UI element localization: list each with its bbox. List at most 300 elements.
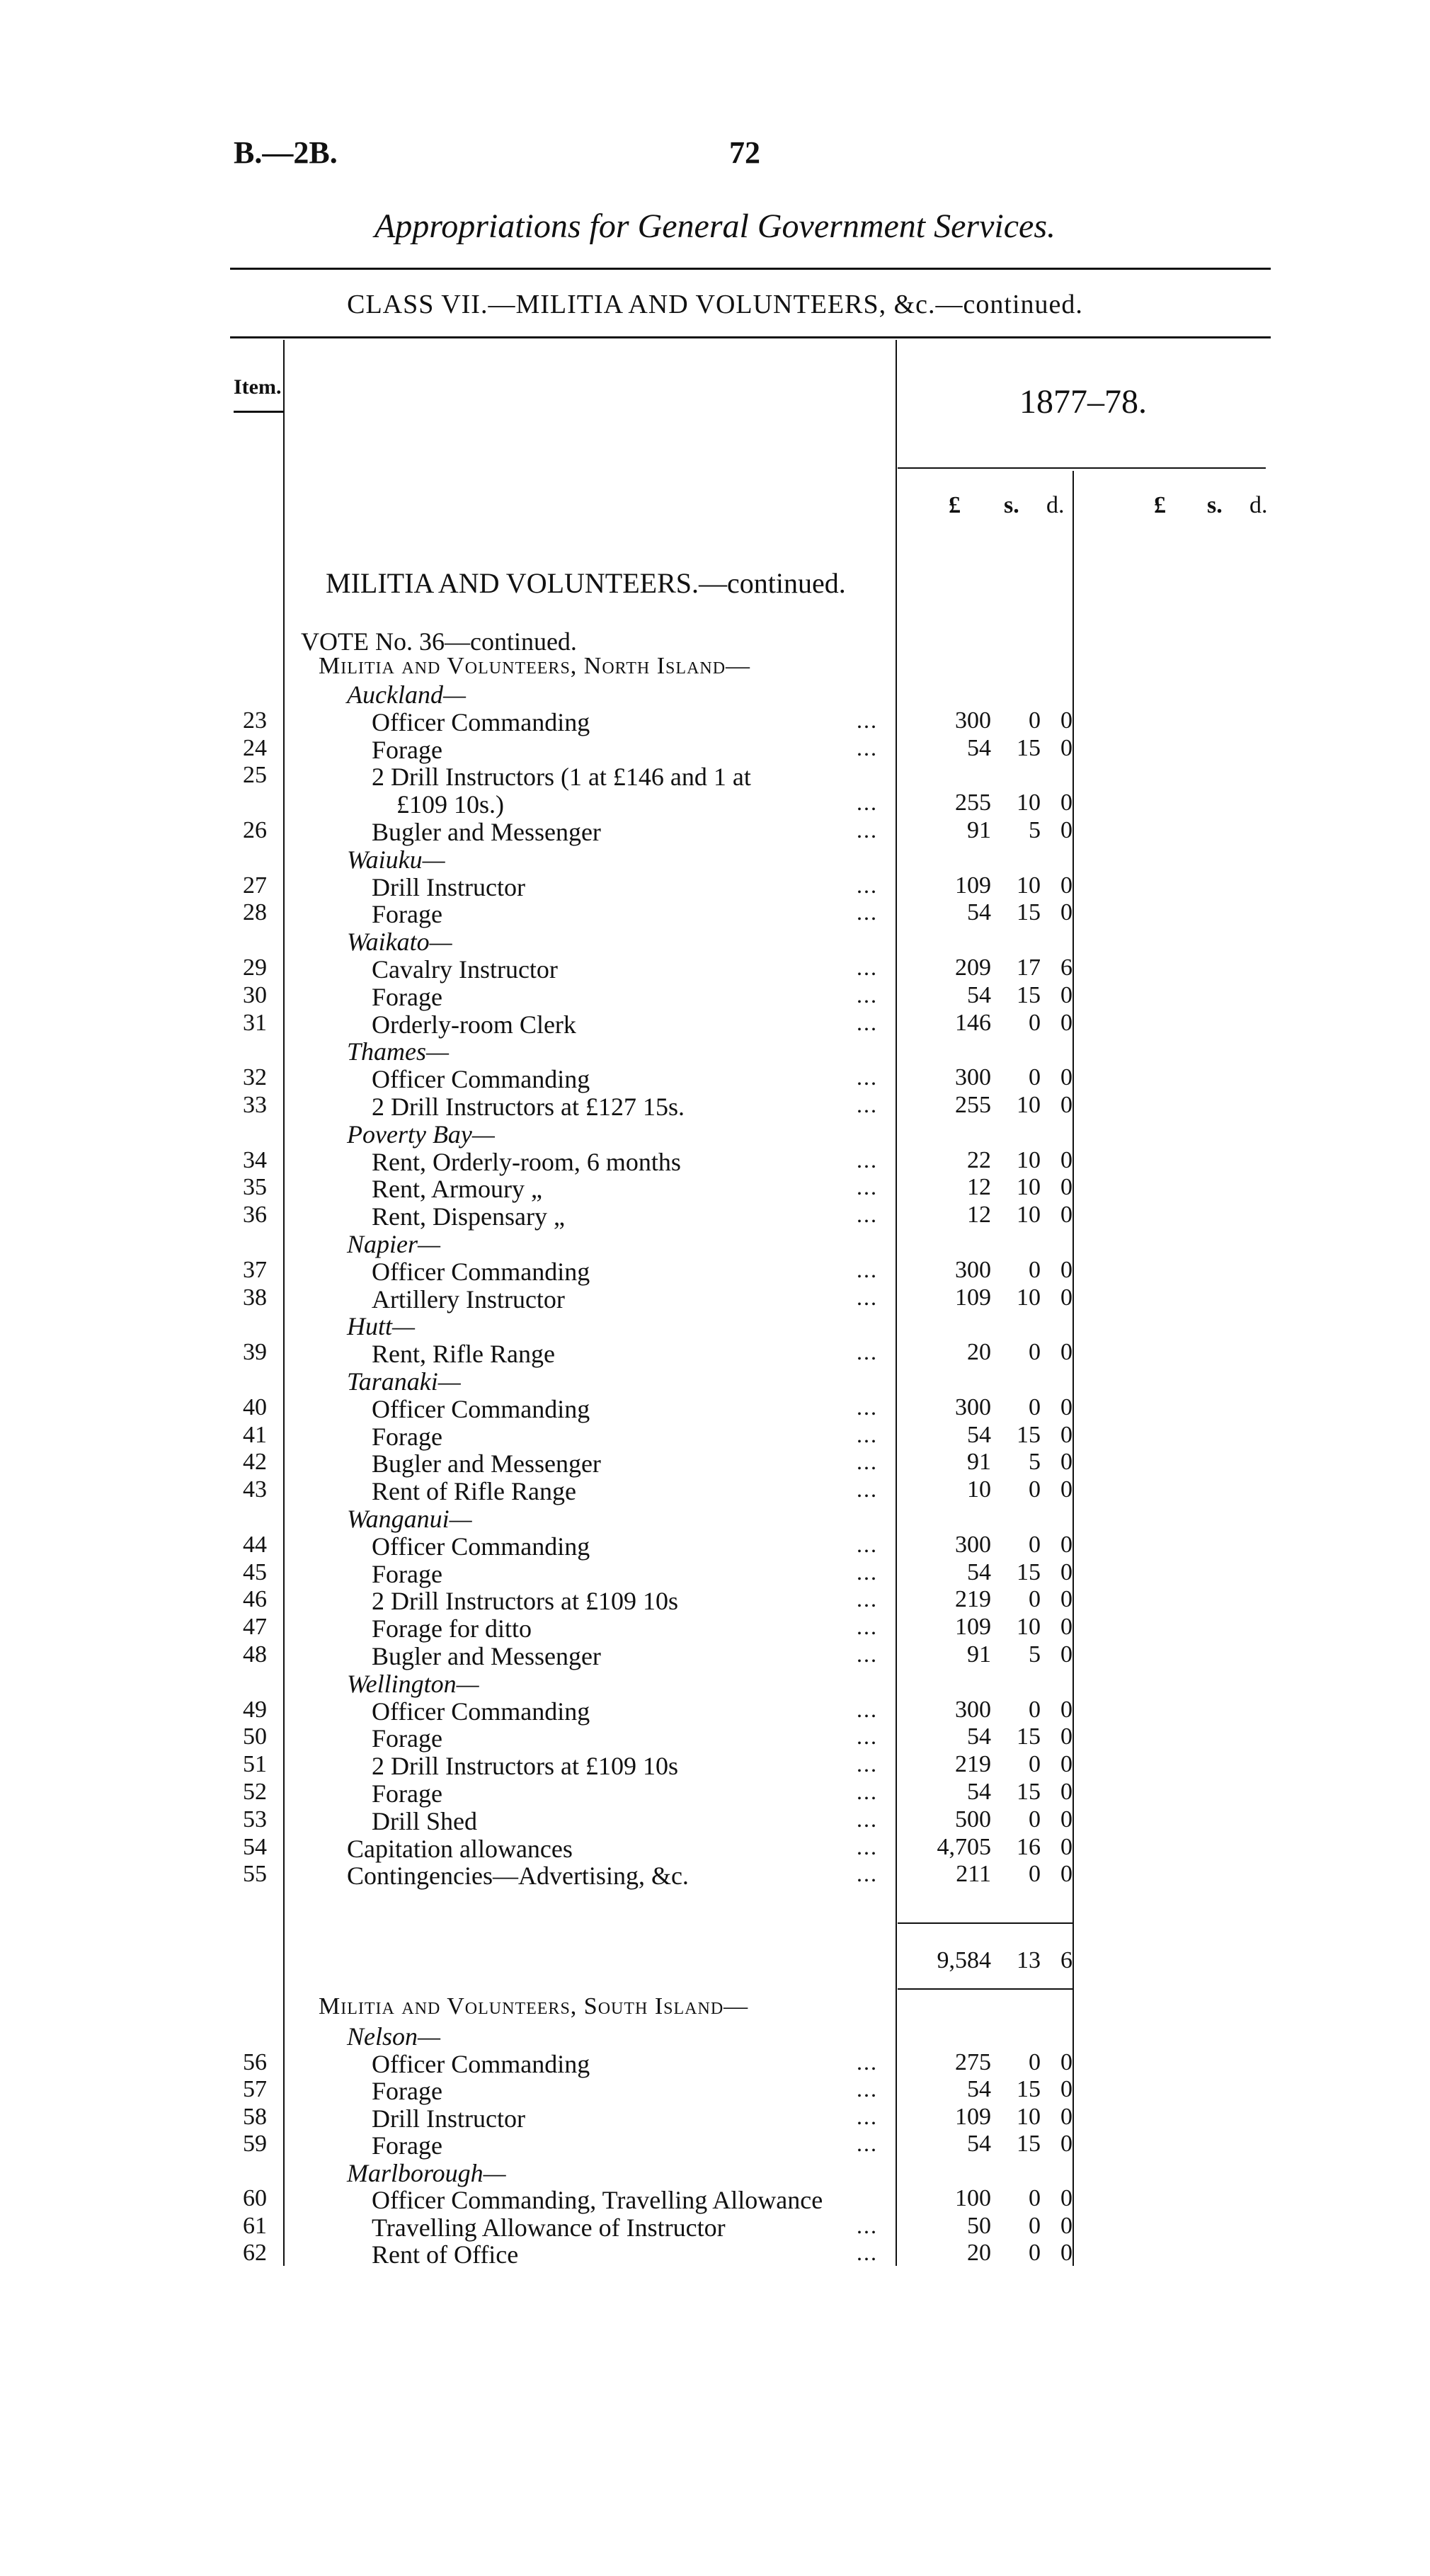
line-item bbox=[0, 1147, 1430, 1175]
item-number: 59 bbox=[243, 2131, 267, 2157]
item-description: Rent of Rifle Range bbox=[372, 1477, 576, 1506]
amount-pence: 0 bbox=[1060, 817, 1072, 843]
leader-dots: ... bbox=[857, 1174, 878, 1200]
amount-shillings: 0 bbox=[1029, 1696, 1041, 1723]
amount-shillings: 0 bbox=[1029, 1751, 1041, 1778]
amount-pence: 0 bbox=[1060, 1641, 1072, 1668]
item-description: Forage bbox=[372, 1779, 442, 1808]
amount-pounds: 54 bbox=[967, 1421, 991, 1448]
item-description: Drill Instructor bbox=[372, 2104, 525, 2133]
north-island-total bbox=[0, 1947, 1430, 1976]
amount-pounds: 54 bbox=[967, 981, 991, 1008]
leader-dots: ... bbox=[857, 1586, 878, 1612]
item-description: Rent, Armoury „ bbox=[372, 1175, 542, 1204]
amount-pence: 6 bbox=[1060, 954, 1072, 981]
amount-pounds: 54 bbox=[967, 899, 991, 926]
amount-shillings: 0 bbox=[1029, 1586, 1041, 1613]
line-item bbox=[0, 1202, 1430, 1230]
amount-pounds: 22 bbox=[967, 1146, 991, 1173]
line-item bbox=[0, 1010, 1430, 1038]
leader-dots: ... bbox=[857, 899, 878, 925]
amount-pence: 0 bbox=[1060, 790, 1072, 816]
amount-pounds: 500 bbox=[955, 1806, 991, 1833]
item-description: Forage bbox=[372, 982, 442, 1011]
item-number: 47 bbox=[243, 1614, 267, 1641]
leader-dots: ... bbox=[857, 2103, 878, 2129]
amount-pounds: 54 bbox=[967, 734, 991, 761]
item-description: Forage bbox=[372, 1422, 442, 1451]
item-description: Forage for ditto bbox=[372, 1614, 532, 1643]
amount-shillings: 15 bbox=[1017, 899, 1041, 926]
amount-pounds: 50 bbox=[967, 2212, 991, 2239]
amount-pence: 0 bbox=[1060, 1614, 1072, 1641]
amount-pounds: 219 bbox=[955, 1586, 991, 1613]
item-number: 48 bbox=[243, 1641, 267, 1668]
line-item bbox=[0, 2213, 1430, 2241]
item-number: 43 bbox=[243, 1476, 267, 1503]
line-item bbox=[0, 1476, 1430, 1505]
item-description: Officer Commanding bbox=[372, 1257, 590, 1286]
amount-shillings: 0 bbox=[1029, 1476, 1041, 1503]
pound-header-2: £ bbox=[1154, 492, 1166, 518]
amount-shillings: 0 bbox=[1029, 2212, 1041, 2239]
amount-shillings: 15 bbox=[1017, 1421, 1041, 1448]
leader-dots: ... bbox=[857, 1202, 878, 1228]
amount-pence: 0 bbox=[1060, 1779, 1072, 1805]
item-number: 62 bbox=[243, 2240, 267, 2266]
amount-pounds: 211 bbox=[956, 1861, 991, 1888]
amount-shillings: 15 bbox=[1017, 1779, 1041, 1805]
leader-dots: ... bbox=[857, 1641, 878, 1667]
leader-dots: ... bbox=[857, 1833, 878, 1859]
item-description: Drill Instructor bbox=[372, 872, 525, 901]
line-item bbox=[0, 1339, 1430, 1367]
leader-dots: ... bbox=[857, 1696, 878, 1722]
shilling-header-2: s. bbox=[1207, 492, 1223, 518]
line-item bbox=[0, 1394, 1430, 1423]
amount-shillings: 0 bbox=[1029, 1531, 1041, 1558]
amount-pence: 0 bbox=[1060, 981, 1072, 1008]
amount-shillings: 5 bbox=[1029, 817, 1041, 843]
leader-dots: ... bbox=[857, 1284, 878, 1310]
item-description: 2 Drill Instructors (1 at £146 and 1 at bbox=[372, 763, 751, 792]
leader-dots: ... bbox=[857, 2212, 878, 2238]
amount-pounds: 275 bbox=[955, 2048, 991, 2075]
leader-dots: ... bbox=[857, 1421, 878, 1447]
district-name: Poverty Bay— bbox=[347, 1119, 495, 1149]
leader-dots: ... bbox=[857, 1558, 878, 1585]
leader-dots: ... bbox=[857, 1751, 878, 1777]
item-description: Bugler and Messenger bbox=[372, 1449, 601, 1478]
amount-pence: 0 bbox=[1060, 2103, 1072, 2130]
item-number: 51 bbox=[243, 1751, 267, 1778]
line-item bbox=[0, 1422, 1430, 1450]
amount-shillings: 15 bbox=[1017, 1558, 1041, 1585]
amount-pence: 0 bbox=[1060, 734, 1072, 761]
amount-shillings: 15 bbox=[1017, 981, 1041, 1008]
leader-dots: ... bbox=[857, 2076, 878, 2102]
line-item bbox=[0, 1834, 1430, 1862]
leader-dots: ... bbox=[857, 707, 878, 733]
district-subheading bbox=[0, 1311, 1430, 1340]
amount-pounds: 300 bbox=[955, 1696, 991, 1723]
amount-pounds: 54 bbox=[967, 2131, 991, 2157]
vote-heading: VOTE No. 36—continued. bbox=[301, 627, 577, 656]
amount-shillings: 0 bbox=[1029, 1064, 1041, 1091]
item-number: 33 bbox=[243, 1092, 267, 1118]
item-description: Rent, Dispensary „ bbox=[372, 1202, 565, 1231]
amount-pounds: 300 bbox=[955, 1531, 991, 1558]
item-number: 61 bbox=[243, 2212, 267, 2239]
amount-pence: 0 bbox=[1060, 1449, 1072, 1476]
line-item bbox=[0, 1064, 1430, 1093]
item-description: Forage bbox=[372, 1724, 442, 1753]
item-description: Contingencies—Advertising, &c. bbox=[347, 1862, 689, 1891]
item-number: 26 bbox=[243, 817, 267, 843]
north-total-rule-bottom bbox=[898, 1988, 1072, 1990]
amount-pence: 0 bbox=[1060, 2131, 1072, 2157]
line-item bbox=[0, 1559, 1430, 1588]
item-description: Officer Commanding bbox=[372, 1697, 590, 1726]
amount-pounds: 91 bbox=[967, 1449, 991, 1476]
amount-pence: 0 bbox=[1060, 1202, 1072, 1229]
district-subheading bbox=[0, 2158, 1430, 2187]
item-number: 37 bbox=[243, 1256, 267, 1283]
leader-dots: ... bbox=[857, 1614, 878, 1640]
north-total-rule-top bbox=[898, 1922, 1072, 1924]
item-description: Officer Commanding bbox=[372, 1532, 590, 1561]
pound-header: £ bbox=[949, 492, 961, 518]
amount-pounds: 54 bbox=[967, 1558, 991, 1585]
amount-pounds: 12 bbox=[967, 1202, 991, 1229]
amount-shillings: 0 bbox=[1029, 1009, 1041, 1036]
amount-shillings: 5 bbox=[1029, 1641, 1041, 1668]
title-rule bbox=[230, 268, 1271, 270]
amount-shillings: 5 bbox=[1029, 1449, 1041, 1476]
line-item bbox=[0, 1092, 1430, 1120]
item-number: 36 bbox=[243, 1202, 267, 1229]
line-item bbox=[0, 2240, 1430, 2268]
leader-dots: ... bbox=[857, 954, 878, 980]
district-name: Auckland— bbox=[347, 680, 466, 709]
line-item bbox=[0, 1449, 1430, 1477]
district-subheading bbox=[0, 927, 1430, 955]
amount-pence: 0 bbox=[1060, 1284, 1072, 1311]
amount-pence: 0 bbox=[1060, 1531, 1072, 1558]
line-item bbox=[0, 790, 1430, 818]
leader-dots: ... bbox=[857, 2240, 878, 2265]
amount-pence: 0 bbox=[1060, 1339, 1072, 1366]
amount-shillings: 15 bbox=[1017, 2076, 1041, 2102]
leader-dots: ... bbox=[857, 1806, 878, 1832]
district-name: Nelson— bbox=[347, 2022, 441, 2051]
item-description: £109 10s.) bbox=[396, 790, 504, 819]
line-item bbox=[0, 1614, 1430, 1642]
item-description: Orderly-room Clerk bbox=[372, 1010, 576, 1039]
line-item bbox=[0, 735, 1430, 763]
amount-pence: 0 bbox=[1060, 2240, 1072, 2266]
amount-shillings: 10 bbox=[1017, 1284, 1041, 1311]
amount-shillings: 16 bbox=[1017, 1833, 1041, 1860]
amount-shillings: 10 bbox=[1017, 872, 1041, 899]
line-item bbox=[0, 1697, 1430, 1725]
leader-dots: ... bbox=[857, 1861, 878, 1887]
page-number: 72 bbox=[729, 135, 760, 170]
district-subheading bbox=[0, 1504, 1430, 1532]
amount-pounds: 109 bbox=[955, 2103, 991, 2130]
amount-pence: 0 bbox=[1060, 1174, 1072, 1201]
district-name: Wellington— bbox=[347, 1669, 479, 1698]
amount-shillings: 10 bbox=[1017, 790, 1041, 816]
district-name: Marlborough— bbox=[347, 2158, 506, 2187]
item-description: Officer Commanding bbox=[372, 707, 590, 736]
leader-dots: ... bbox=[857, 1394, 878, 1420]
amount-pence: 0 bbox=[1060, 1146, 1072, 1173]
line-item bbox=[0, 2104, 1430, 2132]
amount-pounds: 10 bbox=[967, 1476, 991, 1503]
line-item bbox=[0, 1723, 1430, 1752]
amount-pence: 0 bbox=[1060, 2076, 1072, 2102]
item-number: 34 bbox=[243, 1146, 267, 1173]
item-number: 52 bbox=[243, 1779, 267, 1805]
item-number: 28 bbox=[243, 899, 267, 926]
amount-pounds: 20 bbox=[967, 2240, 991, 2266]
item-number: 57 bbox=[243, 2076, 267, 2102]
line-item bbox=[0, 1532, 1430, 1560]
item-number: 49 bbox=[243, 1696, 267, 1723]
item-description: Rent of Office bbox=[372, 2240, 519, 2269]
line-item bbox=[0, 707, 1430, 736]
leader-dots: ... bbox=[857, 1449, 878, 1475]
amount-shillings: 15 bbox=[1017, 734, 1041, 761]
amount-shillings: 10 bbox=[1017, 1174, 1041, 1201]
amount-pounds: 12 bbox=[967, 1174, 991, 1201]
item-description: Officer Commanding, Travelling Allowance bbox=[372, 2186, 823, 2214]
amount-pence: 0 bbox=[1060, 1064, 1072, 1091]
item-description: Cavalry Instructor bbox=[372, 955, 558, 984]
line-item bbox=[0, 817, 1430, 845]
leader-dots: ... bbox=[857, 981, 878, 1008]
amount-pence: 0 bbox=[1060, 1751, 1072, 1778]
district-subheading bbox=[0, 1669, 1430, 1697]
amount-shillings: 10 bbox=[1017, 1146, 1041, 1173]
amount-pounds: 54 bbox=[967, 1723, 991, 1750]
amount-shillings: 10 bbox=[1017, 1614, 1041, 1641]
item-number: 27 bbox=[243, 872, 267, 899]
amount-shillings: 0 bbox=[1029, 2240, 1041, 2266]
amount-pounds: 4,705 bbox=[937, 1833, 991, 1860]
district-subheading bbox=[0, 2022, 1430, 2050]
amount-pounds: 300 bbox=[955, 1256, 991, 1283]
item-description: Bugler and Messenger bbox=[372, 1642, 601, 1670]
amount-shillings: 0 bbox=[1029, 707, 1041, 734]
section-heading: MILITIA AND VOLUNTEERS.—continued. bbox=[326, 567, 846, 599]
district-name: Thames— bbox=[347, 1037, 450, 1066]
leader-dots: ... bbox=[857, 734, 878, 760]
item-number: 56 bbox=[243, 2048, 267, 2075]
item-description: Capitation allowances bbox=[347, 1834, 573, 1863]
line-item bbox=[0, 1174, 1430, 1202]
item-number: 50 bbox=[243, 1723, 267, 1750]
amount-pence: 0 bbox=[1060, 1833, 1072, 1860]
leader-dots: ... bbox=[857, 2048, 878, 2075]
district-subheading bbox=[0, 1037, 1430, 1065]
line-item bbox=[0, 1861, 1430, 1889]
class-heading: CLASS VII.—MILITIA AND VOLUNTEERS, &c.—continued. bbox=[347, 290, 1083, 319]
line-item bbox=[0, 899, 1430, 928]
item-description: 2 Drill Instructors at £109 10s bbox=[372, 1587, 678, 1616]
line-item bbox=[0, 762, 1430, 790]
amount-shillings: 0 bbox=[1029, 1339, 1041, 1366]
line-item bbox=[0, 1586, 1430, 1614]
line-item bbox=[0, 1257, 1430, 1285]
amount-pence: 0 bbox=[1060, 872, 1072, 899]
amount-pence: 0 bbox=[1060, 1806, 1072, 1833]
item-number: 55 bbox=[243, 1861, 267, 1888]
amount-pence: 0 bbox=[1060, 1723, 1072, 1750]
leader-dots: ... bbox=[857, 1476, 878, 1503]
south-island-heading: Militia and Volunteers, South Island— bbox=[319, 1993, 749, 2019]
district-subheading bbox=[0, 1367, 1430, 1395]
amount-pounds: 209 bbox=[955, 954, 991, 981]
item-description: Forage bbox=[372, 900, 442, 929]
line-item bbox=[0, 2049, 1430, 2078]
amount-shillings: 0 bbox=[1029, 1256, 1041, 1283]
amount-pence: 0 bbox=[1060, 2185, 1072, 2211]
amount-pounds: 54 bbox=[967, 2076, 991, 2102]
class-rule bbox=[230, 336, 1271, 338]
amount-pounds: 54 bbox=[967, 1779, 991, 1805]
amount-pounds: 91 bbox=[967, 1641, 991, 1668]
amount-shillings: 10 bbox=[1017, 1202, 1041, 1229]
item-description: Rent, Orderly-room, 6 months bbox=[372, 1147, 681, 1176]
total-pence: 6 bbox=[1060, 1947, 1072, 1973]
item-number: 24 bbox=[243, 734, 267, 761]
district-subheading bbox=[0, 680, 1430, 708]
amount-pounds: 146 bbox=[955, 1009, 991, 1036]
item-number: 32 bbox=[243, 1064, 267, 1091]
amount-pence: 0 bbox=[1060, 1586, 1072, 1613]
amount-shillings: 0 bbox=[1029, 1861, 1041, 1888]
amount-pounds: 300 bbox=[955, 707, 991, 734]
line-item bbox=[0, 954, 1430, 983]
item-number: 42 bbox=[243, 1449, 267, 1476]
leader-dots: ... bbox=[857, 1064, 878, 1090]
item-description: Travelling Allowance of Instructor bbox=[372, 2213, 726, 2242]
item-number: 53 bbox=[243, 1806, 267, 1833]
item-number: 44 bbox=[243, 1531, 267, 1558]
leader-dots: ... bbox=[857, 2131, 878, 2156]
item-description: Drill Shed bbox=[372, 1806, 477, 1835]
item-description: Artillery Instructor bbox=[372, 1284, 565, 1313]
leader-dots: ... bbox=[857, 1146, 878, 1173]
amount-shillings: 10 bbox=[1017, 2103, 1041, 2130]
amount-pounds: 109 bbox=[955, 872, 991, 899]
leader-dots: ... bbox=[857, 790, 878, 816]
leader-dots: ... bbox=[857, 1092, 878, 1117]
item-description: Forage bbox=[372, 1559, 442, 1588]
item-description: Forage bbox=[372, 735, 442, 764]
district-name: Hutt— bbox=[347, 1312, 416, 1341]
amount-shillings: 15 bbox=[1017, 2131, 1041, 2157]
amount-pence: 0 bbox=[1060, 1696, 1072, 1723]
line-item bbox=[0, 872, 1430, 901]
district-name: Taranaki— bbox=[347, 1367, 461, 1396]
item-number: 23 bbox=[243, 707, 267, 734]
item-number: 40 bbox=[243, 1394, 267, 1420]
amount-pence: 0 bbox=[1060, 2048, 1072, 2075]
year-rule bbox=[898, 467, 1266, 469]
district-subheading bbox=[0, 1119, 1430, 1148]
amount-pounds: 91 bbox=[967, 817, 991, 843]
item-number: 30 bbox=[243, 981, 267, 1008]
item-description: Forage bbox=[372, 2131, 442, 2160]
document-reference: B.—2B. bbox=[234, 135, 338, 170]
leader-dots: ... bbox=[857, 1723, 878, 1750]
amount-shillings: 10 bbox=[1017, 1092, 1041, 1118]
item-column-header: Item. bbox=[234, 375, 282, 399]
district-name: Wanganui— bbox=[347, 1505, 472, 1533]
item-number: 25 bbox=[243, 762, 267, 789]
line-item bbox=[0, 1641, 1430, 1670]
pence-header: d. bbox=[1046, 492, 1065, 518]
item-number: 29 bbox=[243, 954, 267, 981]
item-number: 46 bbox=[243, 1586, 267, 1613]
item-description: Officer Commanding bbox=[372, 1065, 590, 1094]
amount-pounds: 109 bbox=[955, 1614, 991, 1641]
item-number: 60 bbox=[243, 2185, 267, 2211]
amount-pence: 0 bbox=[1060, 1009, 1072, 1036]
line-item bbox=[0, 1779, 1430, 1807]
leader-dots: ... bbox=[857, 1531, 878, 1557]
leader-dots: ... bbox=[857, 817, 878, 843]
amount-pounds: 300 bbox=[955, 1064, 991, 1091]
year-header: 1877–78. bbox=[1019, 383, 1147, 421]
amount-shillings: 0 bbox=[1029, 1394, 1041, 1420]
amount-shillings: 0 bbox=[1029, 1806, 1041, 1833]
amount-pounds: 300 bbox=[955, 1394, 991, 1420]
item-description: 2 Drill Instructors at £127 15s. bbox=[372, 1093, 685, 1121]
item-number: 41 bbox=[243, 1421, 267, 1448]
item-number: 54 bbox=[243, 1833, 267, 1860]
item-number: 45 bbox=[243, 1558, 267, 1585]
item-header-rule bbox=[234, 411, 283, 413]
total-shillings: 13 bbox=[1017, 1947, 1041, 1973]
line-item bbox=[0, 1806, 1430, 1835]
line-item bbox=[0, 1751, 1430, 1779]
amount-pence: 0 bbox=[1060, 1861, 1072, 1888]
amount-pence: 0 bbox=[1060, 707, 1072, 734]
district-subheading bbox=[0, 1229, 1430, 1258]
district-name: Waikato— bbox=[347, 928, 452, 957]
line-item bbox=[0, 982, 1430, 1010]
item-description: 2 Drill Instructors at £109 10s bbox=[372, 1752, 678, 1781]
amount-shillings: 15 bbox=[1017, 1723, 1041, 1750]
leader-dots: ... bbox=[857, 1009, 878, 1035]
amount-pounds: 20 bbox=[967, 1339, 991, 1366]
page-title: Appropriations for General Government Services. bbox=[374, 207, 1056, 245]
amount-shillings: 17 bbox=[1017, 954, 1041, 981]
item-number: 35 bbox=[243, 1174, 267, 1201]
leader-dots: ... bbox=[857, 1256, 878, 1282]
amount-pence: 0 bbox=[1060, 1421, 1072, 1448]
line-item bbox=[0, 1284, 1430, 1313]
line-item bbox=[0, 2185, 1430, 2213]
item-description: Rent, Rifle Range bbox=[372, 1340, 555, 1369]
item-number: 39 bbox=[243, 1339, 267, 1366]
amount-pounds: 255 bbox=[955, 1092, 991, 1118]
amount-pence: 0 bbox=[1060, 1558, 1072, 1585]
